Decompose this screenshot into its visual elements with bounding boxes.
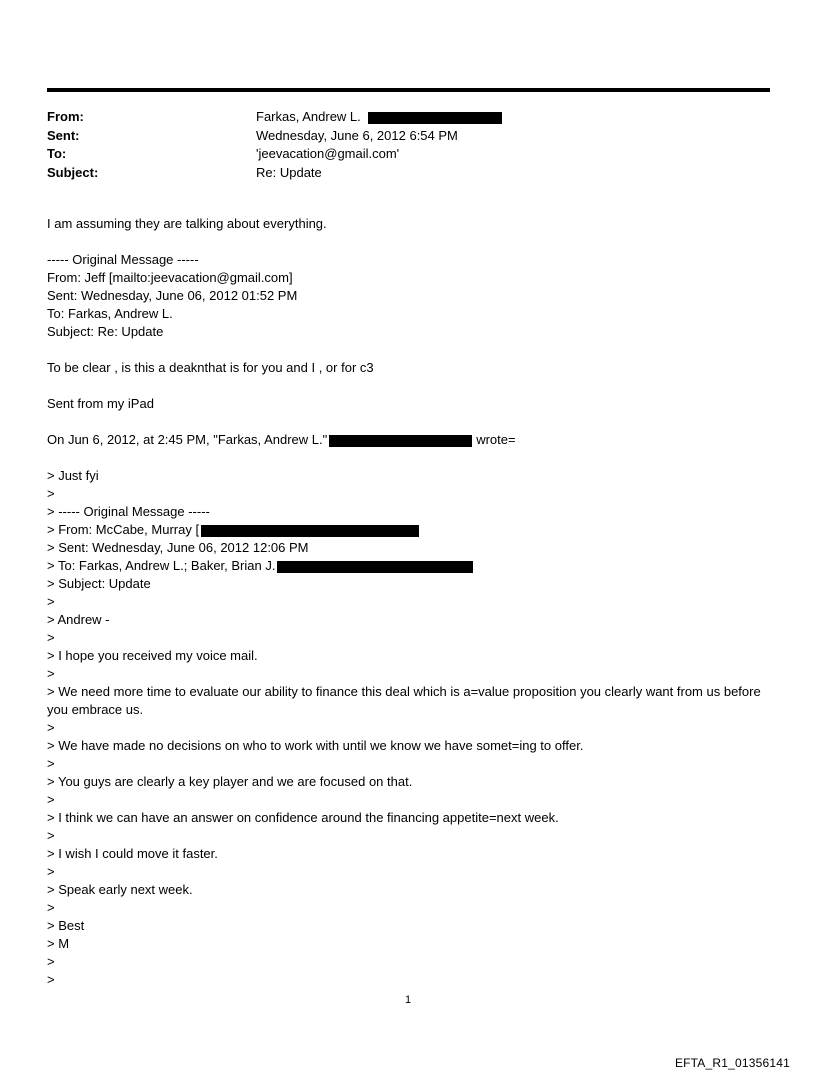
message-line: To: Farkas, Andrew L. <box>47 306 173 321</box>
quoted-block-b <box>47 575 770 989</box>
message-line: > You guys are clearly a key player and we are focused on that. <box>47 774 413 789</box>
to-label: To: <box>47 146 67 161</box>
from-row <box>47 108 770 127</box>
email-body <box>47 215 770 989</box>
message-line: > We need more time to evaluate our ability to finance this deal which is a=value proposition you clearly want from us before you embrace us. <box>47 684 765 717</box>
intro-line: I am assuming they are talking about everything. <box>47 216 327 231</box>
subject-label: Subject: <box>47 164 99 180</box>
redaction-bar <box>201 525 419 537</box>
sent-value: Wednesday, June 6, 2012 6:54 PM <box>256 127 458 143</box>
message-line: > I hope you received my voice mail. <box>47 648 258 663</box>
message-line: > <box>47 594 55 609</box>
on-date-prefix: On Jun 6, 2012, at 2:45 PM, "Farkas, Andrew L." <box>47 432 328 447</box>
message-line: > I wish I could move it faster. <box>47 846 218 861</box>
email-header <box>47 108 770 182</box>
sent-label: Sent: <box>47 127 80 143</box>
to-row <box>47 145 770 164</box>
quoted-to-line <box>47 557 770 575</box>
sent-row <box>47 127 770 146</box>
to-value: 'jeevacation@gmail.com' <box>256 146 400 161</box>
subject-row <box>47 164 770 183</box>
header-rule <box>47 88 770 92</box>
message-line: > <box>47 900 55 915</box>
message-line: > Subject: Update <box>47 576 151 591</box>
redaction-bar <box>368 112 502 124</box>
message-line: > ----- Original Message ----- <box>47 504 210 519</box>
message-line: > M <box>47 936 70 951</box>
redaction-bar <box>277 561 473 573</box>
quoted-to-text: > To: Farkas, Andrew L.; Baker, Brian J. <box>47 558 276 573</box>
redaction-bar <box>329 435 472 447</box>
signature-line: Sent from my iPad <box>47 396 154 411</box>
quoted-from-line <box>47 521 770 539</box>
message-line: > <box>47 486 55 501</box>
from-value <box>256 108 502 127</box>
message-line: > <box>47 666 55 681</box>
on-date-line <box>47 431 770 449</box>
message-line: > <box>47 972 55 987</box>
message-line: > <box>47 792 55 807</box>
message-line: > We have made no decisions on who to work with until we know we have somet=ing to offer. <box>47 738 584 753</box>
on-date-suffix: wrote= <box>476 432 516 447</box>
original-message-block <box>47 251 770 341</box>
document-id: EFTA_R1_01356141 <box>674 1056 790 1070</box>
message-line: Subject: Re: Update <box>47 324 164 339</box>
message-line: > <box>47 720 55 735</box>
from-name: Farkas, Andrew L. <box>256 109 361 124</box>
quoted-sent-line: > Sent: Wednesday, June 06, 2012 12:06 PM <box>47 540 309 555</box>
message-line: > Andrew - <box>47 612 110 627</box>
message-line: > Speak early next week. <box>47 882 193 897</box>
message-line: > I think we can have an answer on confidence around the financing appetite=next week. <box>47 810 559 825</box>
message-line: > Just fyi <box>47 468 99 483</box>
message-line: From: Jeff [mailto:jeevacation@gmail.com] <box>47 270 293 285</box>
message-line: > <box>47 630 55 645</box>
message-line: ----- Original Message ----- <box>47 252 199 267</box>
message-line: > <box>47 864 55 879</box>
subject-value: Re: Update <box>256 164 322 180</box>
clarify-line: To be clear , is this a deaknthat is for you and I , or for c3 <box>47 360 374 375</box>
message-line: > <box>47 954 55 969</box>
quoted-block-a <box>47 467 770 521</box>
message-line: > <box>47 756 55 771</box>
message-line: > Best <box>47 918 85 933</box>
message-line: > <box>47 828 55 843</box>
page-number: 1 <box>404 994 412 1006</box>
from-label: From: <box>47 109 84 124</box>
quoted-from-text: > From: McCabe, Murray [ <box>47 522 200 537</box>
message-line: Sent: Wednesday, June 06, 2012 01:52 PM <box>47 288 298 303</box>
